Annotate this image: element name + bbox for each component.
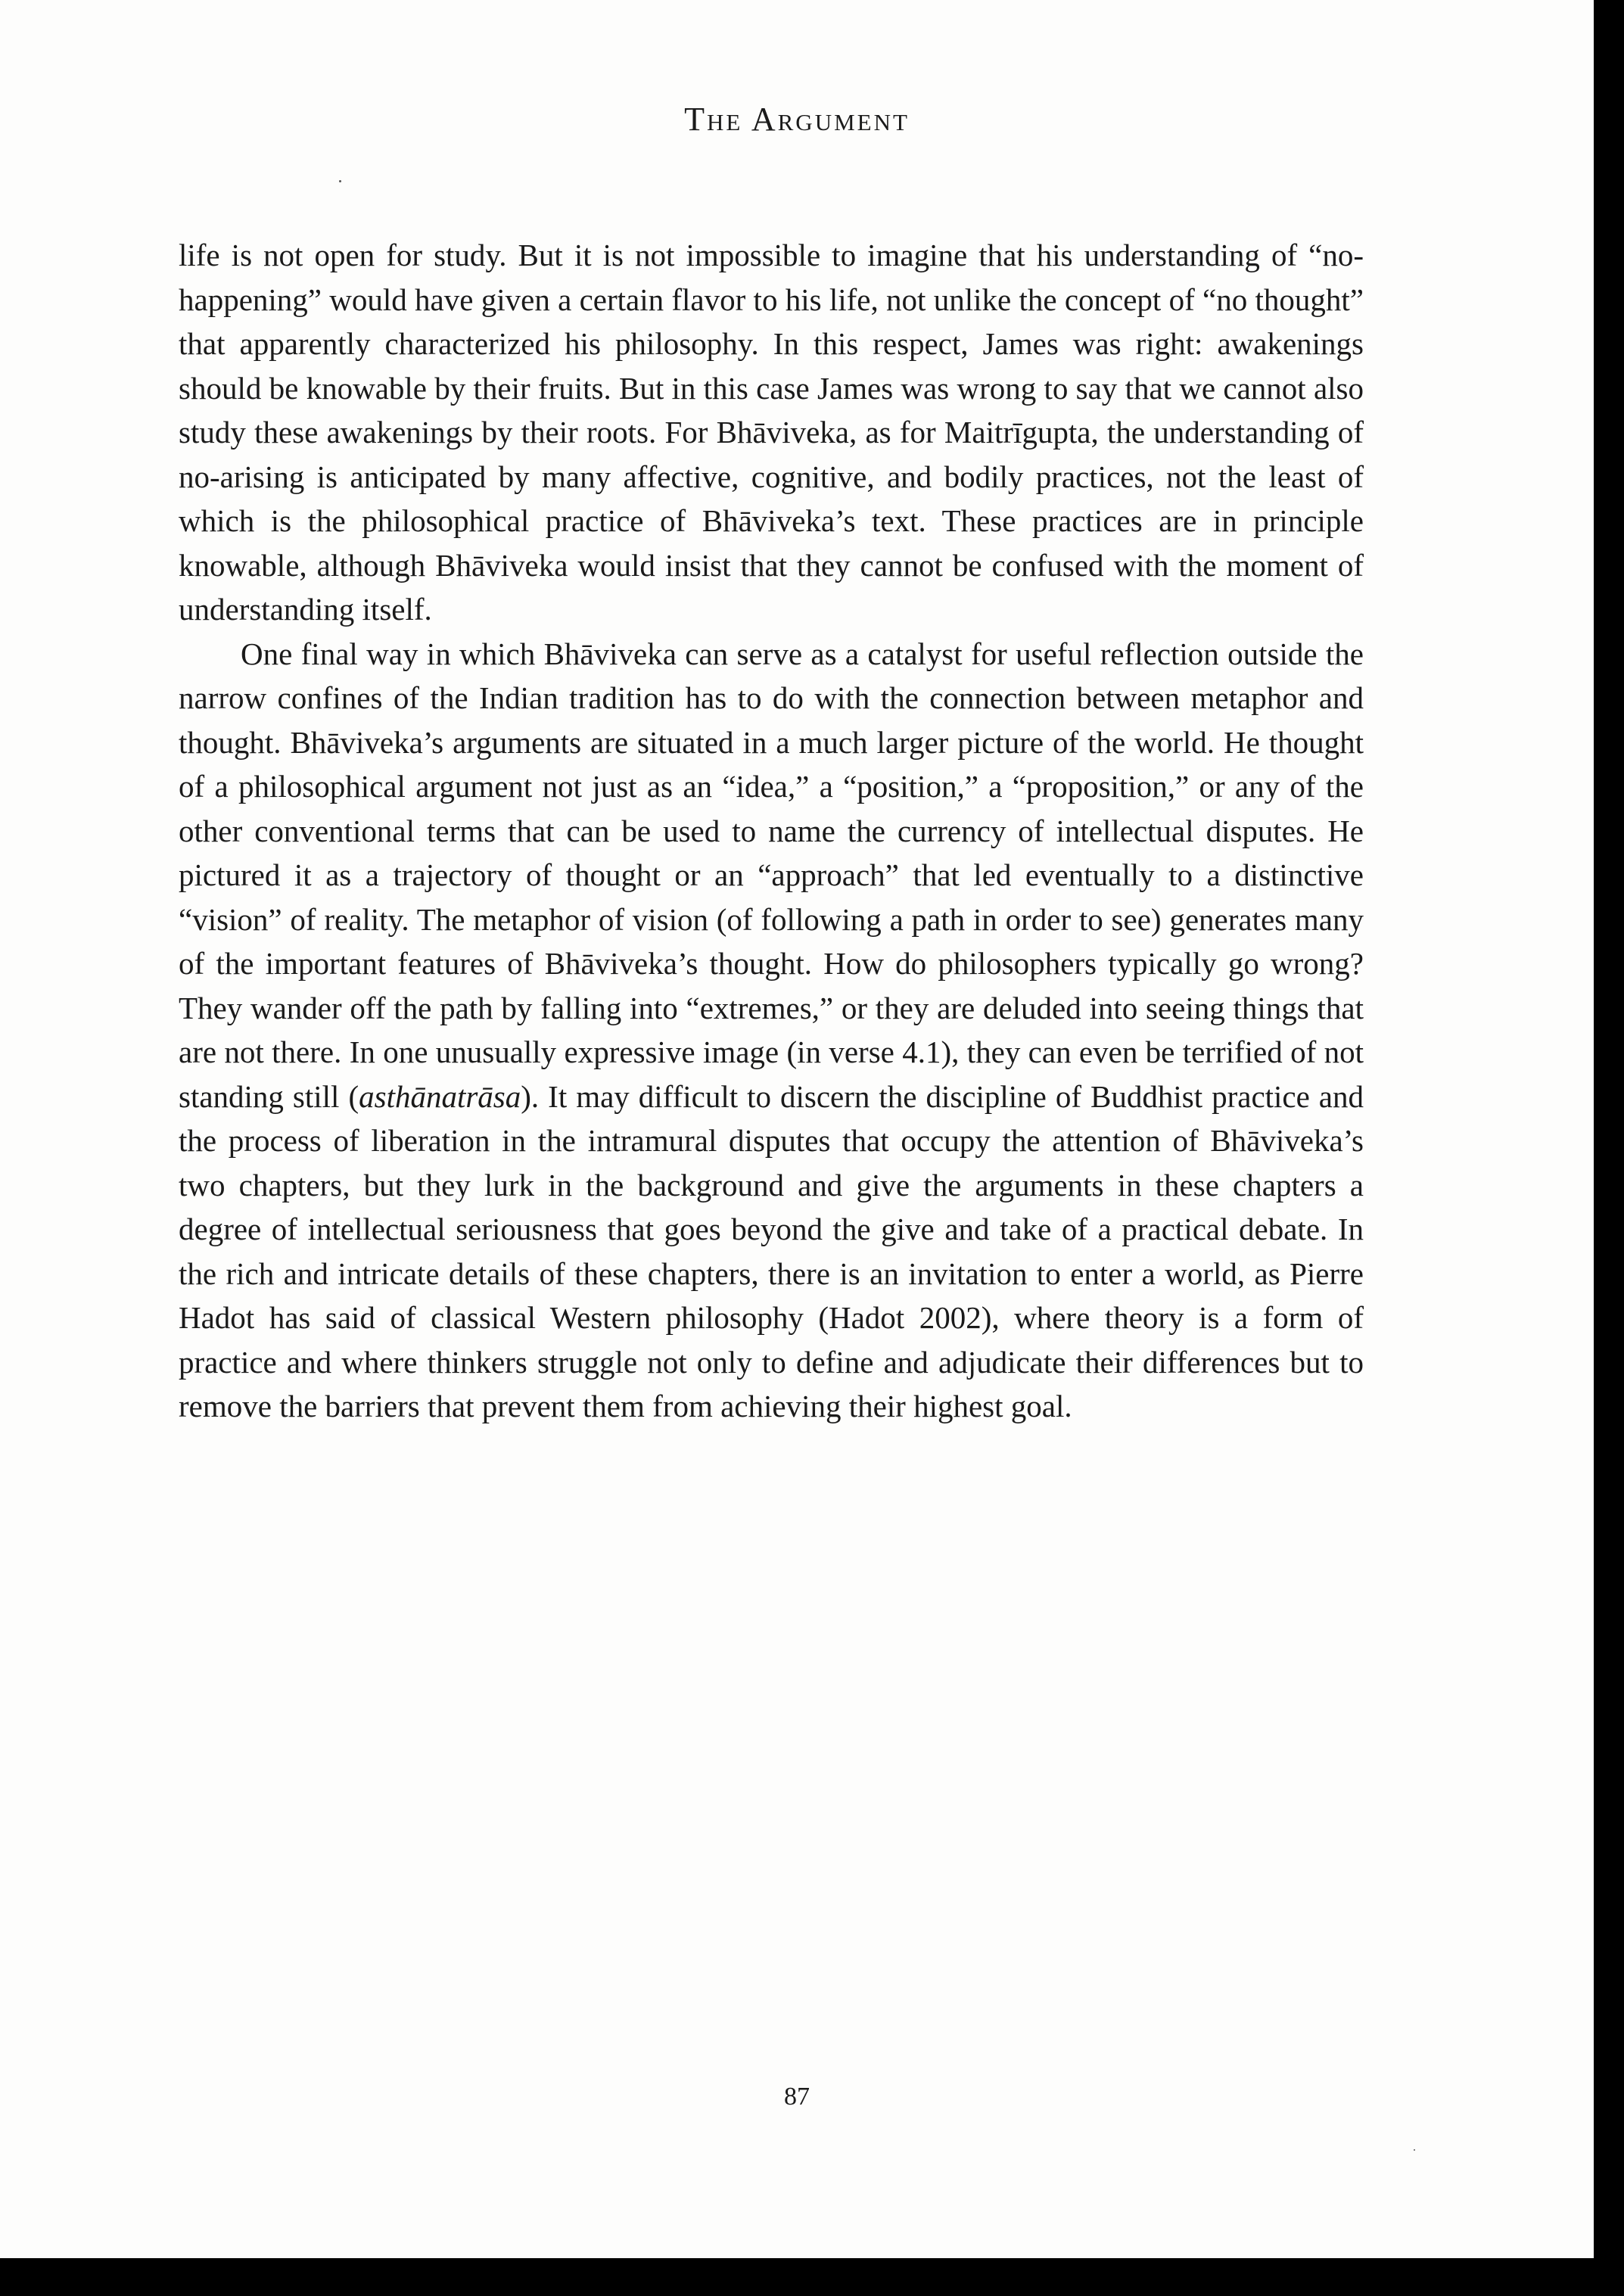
scan-speck — [339, 180, 341, 182]
page-number: 87 — [784, 2083, 810, 2111]
paragraph — [179, 632, 1364, 1429]
paragraph-text: One final way in which Bhāviveka can serve as a catalyst for useful reflection outside the narrow confines of the Indian tradition has to do with the connection between metaphor and thought. Bhāviveka’s arguments are situated in a much larger picture of the world. He thought of a philosophical argument not just as an “idea,” a “position,” a “proposition,” or any of the other conventional terms that can be used to name the currency of intellectual disputes. He pictured it as a trajectory of thought or an “approach” that led eventually to a distinctive “vision” of reality. The metaphor of vision (of following a path in order to see) generates many of the important features of Bhāviveka’s thought. How do philosophers typically go wrong? They wander off the path by falling into “extremes,” or they are deluded into seeing things that are not there. In one unusually expressive image (in verse 4.1), they can even be terrified of not standing still ( — [179, 636, 1364, 1114]
paragraph-text: life is not open for study. But it is not impossible to imagine that his understanding of “no-happening” would have given a certain flavor to his life, not unlike the concept of “no thought” that apparently characterized his philosophy. In this respect, James was right: awakenings should be knowable by their fruits. But in this case James was wrong to say that we cannot also study these awakenings by their roots. For Bhāviveka, as for Maitrīgupta, the understanding of no-arising is anticipated by many affective, cognitive, and bodily practices, not the least of which is the philosophical practice of Bhāviveka’s text. These practices are in principle knowable, although Bhāviveka would insist that they cannot be confused with the moment of understanding itself. — [179, 238, 1364, 627]
scan-speck — [1414, 2149, 1415, 2151]
paragraph-continued — [179, 233, 1364, 632]
sanskrit-term: asthānatrāsa — [359, 1078, 521, 1114]
paragraph-text: ). It may difficult to discern the discipline of Buddhist practice and the process of liberation in the intramural disputes that occupy the attention of Bhāviveka’s two chapters, but they lurk in the background and give the arguments in these chapters a degree of intellectual seriousness that goes beyond the give and take of a practical debate. In the rich and intricate details of these chapters, there is an invitation to enter a world, as Pierre Hadot has said of classical Western philosophy (Hadot 2002), where theory is a form of practice and where thinkers struggle not only to define and adjudicate their differences but to remove the barriers that prevent them from achieving their highest goal. — [179, 1078, 1364, 1423]
running-head: The Argument — [684, 101, 910, 138]
body-text — [179, 233, 1364, 1429]
